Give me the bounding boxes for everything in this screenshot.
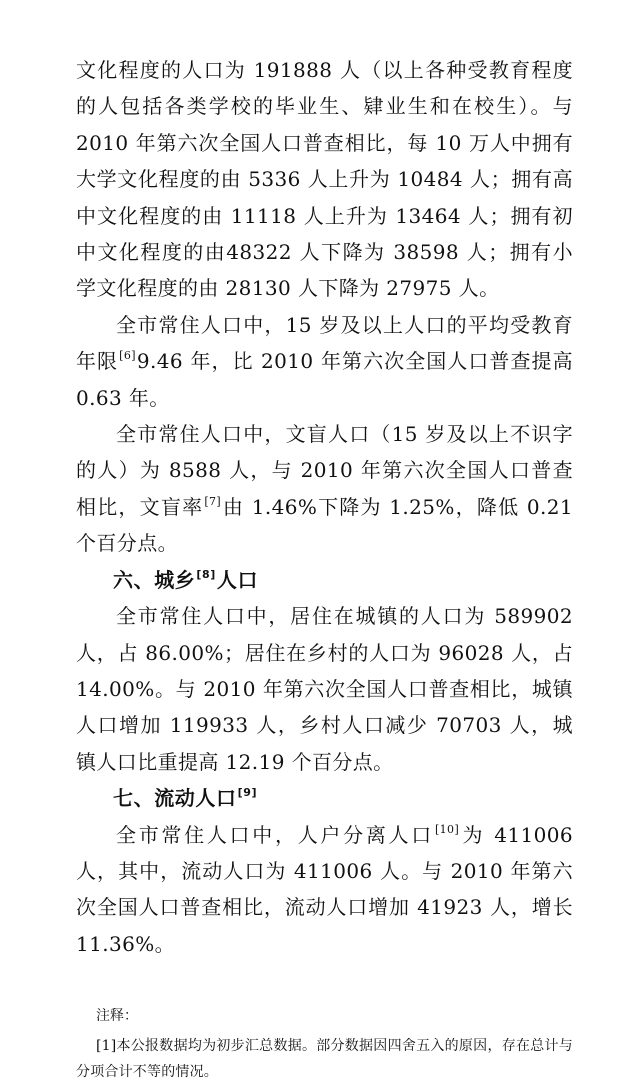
footnote-ref-6[interactable]: [6] <box>119 349 136 363</box>
paragraph-average-schooling-years <box>76 307 573 416</box>
paragraph-floating-population <box>76 817 573 963</box>
text-segment: 由 1.46%下降为 1.25%，降低 0.21 个百分点。 <box>76 494 573 556</box>
paragraph-education-levels: 文化程度的人口为 191888 人（以上各种受教育程度的人包括各类学校的毕业生、肄业生和在校生）。与 2010 年第六次全国人口普查相比，每 10 万人中拥有大学文化程度的由 5336 人上升为 10484 人；拥有高中文化程度的由 11118 人上升为 13464 人；拥有初中文化程度的由48322 人下降为 38598 人；拥有小学文化程度的由 28130 人下降为 27975 人。 <box>76 58 573 301</box>
text-segment: 全市常住人口中，15 岁及以上人口的平均受教育年限 <box>76 312 573 374</box>
notes-title: 注释： <box>96 1008 138 1025</box>
footnote-ref-8[interactable]: [8] <box>196 567 216 581</box>
text-segment: 全市常住人口中，文盲人口（15 岁及以上不识字的人）为 8588 人，与 2010 年第六次全国人口普查相比，文盲率 <box>76 422 573 519</box>
note-1: [1]本公报数据均为初步汇总数据。部分数据因四舍五入的原因，存在总计与分项合计不等的情况。 <box>76 1038 573 1080</box>
paragraph-urban-rural-population: 全市常住人口中，居住在城镇的人口为 589902 人，占 86.00%；居住在乡村的人口为 96028 人，占 14.00%。与 2010 年第六次全国人口普查相比，城镇人口增加 119933 人，乡村人口减少 70703 人，城镇人口比重提高 12.19 个百分点。 <box>76 604 573 774</box>
heading-text: 七、流动人口 <box>113 786 237 811</box>
section-heading-urban-rural <box>76 562 573 598</box>
heading-text: 六、城乡 <box>113 567 196 592</box>
text-segment: 全市常住人口中，人户分离人口 <box>116 822 434 847</box>
paragraph-illiteracy <box>76 416 573 562</box>
footnote-ref-9[interactable]: [9] <box>237 786 258 800</box>
heading-text: 人口 <box>216 567 259 592</box>
footnote-ref-7[interactable]: [7] <box>204 494 222 508</box>
text-segment: 为 411006 人，其中，流动人口为 411006 人。与 2010 年第六次全国人口普查相比，流动人口增加 41923 人，增长 11.36%。 <box>76 822 573 956</box>
section-heading-floating-population <box>76 780 573 816</box>
footnote-ref-10[interactable]: [10] <box>434 822 460 836</box>
text-segment: 9.46 年，比 2010 年第六次全国人口普查提高 0.63 年。 <box>76 349 573 410</box>
